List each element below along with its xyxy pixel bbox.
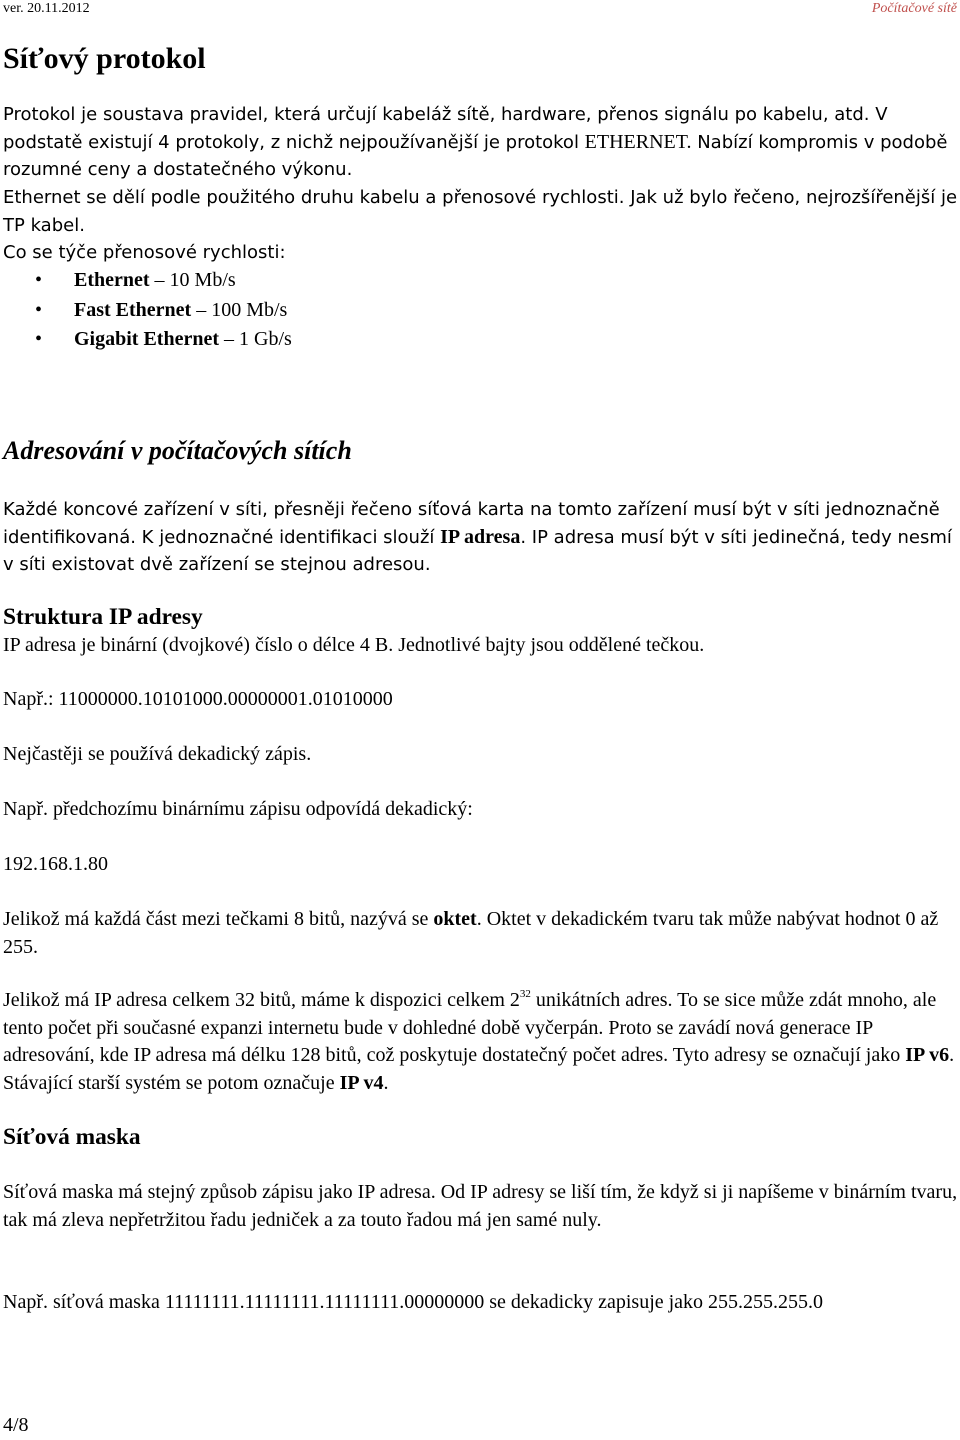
mask-example: Např. síťová maska 11111111.11111111.11111111.00000000 se dekadicky zapisuje jako 255.255.255.0: [3, 1291, 824, 1313]
speed-list: [3, 266, 292, 355]
ethernet-emphasis: ETHERNET.: [584, 130, 692, 153]
addressing-paragraph: Každé koncové zařízení v síti, přesněji řečeno síťová karta na tomto zařízení musí být v síti jednoznačně identifikovaná. K jednoznačné identifikaci slouží IP adresa. IP adresa musí být v síti jedinečná, tedy nesmí v síti existovat dvě zařízení se stejnou adresou.: [3, 499, 952, 576]
ipv4-emphasis: IP v4: [339, 1071, 384, 1094]
structure-description: IP adresa je binární (dvojkové) číslo o délce 4 B. Jednotlivé bajty jsou oddělené tečkou.: [3, 634, 705, 656]
document-title: Počítačové sítě: [871, 1, 957, 16]
decimal-equivalent-intro: Např. předchozímu binárnímu zápisu odpovídá dekadický:: [3, 798, 473, 820]
decimal-example: 192.168.1.80: [3, 853, 108, 875]
page-number: 4/8: [3, 1414, 29, 1436]
list-item: • Gigabit Ethernet – 1 Gb/s: [3, 325, 292, 355]
ipv6-emphasis: IP v6: [905, 1044, 950, 1067]
protocol-intro-paragraph: Protokol je soustava pravidel, která určují kabeláž sítě, hardware, přenos signálu po kabelu, atd. V podstatě existují 4 protokoly, z nichž nejpoužívanější je protokol ETHERNET. Nabízí kompromis v podobě rozumné ceny a dostatečného výkonu.: [3, 104, 948, 181]
list-item: • Fast Ethernet – 100 Mb/s: [3, 296, 292, 326]
decimal-notation-note: Nejčastěji se používá dekadický zápis.: [3, 743, 312, 765]
mask-description: Síťová maska má stejný způsob zápisu jako IP adresa. Od IP adresy se liší tím, že když si ji napíšeme v binárním tvaru, tak má zleva nepřetržitou řadu jedniček a za touto řadou má jen samé nuly.: [3, 1181, 958, 1231]
speed-intro-line: Co se týče přenosové rychlosti:: [3, 242, 286, 263]
octet-emphasis: oktet: [433, 908, 477, 930]
document-version: ver. 20.11.2012: [3, 1, 90, 16]
ethernet-division-paragraph: Ethernet se dělí podle použitého druhu kabelu a přenosové rychlosti. Jak už bylo řečeno, nejrozšířenější je TP kabel.: [3, 187, 958, 236]
octet-paragraph: Jelikož má každá část mezi tečkami 8 bitů, nazývá se oktet. Oktet v dekadickém tvaru tak může nabývat hodnot 0 až 255.: [3, 908, 939, 958]
subheading-ip-structure: Struktura IP adresy: [3, 604, 203, 630]
subheading-network-mask: Síťová maska: [3, 1124, 141, 1150]
section-heading-protocol: Síťový protokol: [3, 42, 206, 75]
section-heading-addressing: Adresování v počítačových sítích: [3, 436, 352, 465]
binary-example: Např.: 11000000.10101000.00000001.01010000: [3, 688, 393, 710]
ip-address-emphasis: IP adresa: [440, 525, 521, 548]
ipv6-paragraph: Jelikož má IP adresa celkem 32 bitů, máme k dispozici celkem $2^{32}$ unikátních adres. To se sice může zdát mnoho, ale tento počet při současné expanzi internetu bude v dohledné době vyčerpán. Proto se zavádí nová generace IP adresování, kde IP adresa má délku 128 bitů, což poskytuje dostatečný počet adres. Tyto adresy se označují jako IP v6. Stávající starší systém se potom označuje IP v4.: [3, 988, 955, 1094]
exponent: 32: [519, 988, 531, 1000]
page-header: [0, 0, 960, 22]
list-item: • Ethernet – 10 Mb/s: [3, 266, 292, 296]
